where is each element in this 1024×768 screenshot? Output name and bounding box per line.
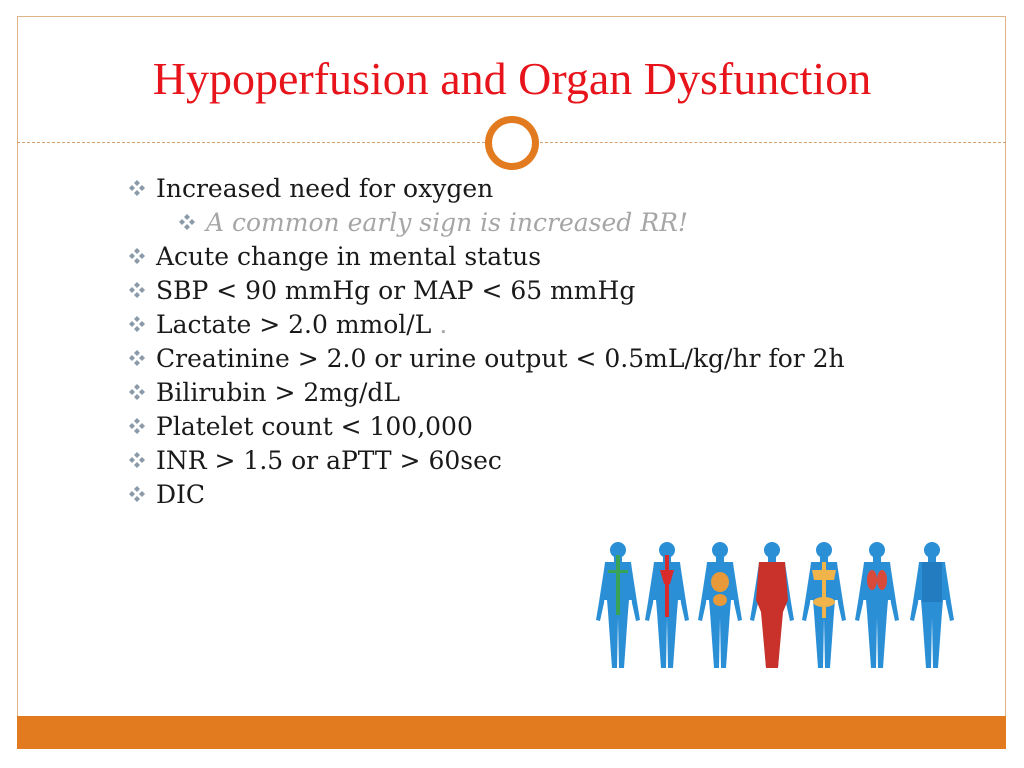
divider-ring-icon bbox=[485, 116, 539, 170]
diamond-cluster-icon bbox=[128, 315, 156, 333]
bullet-text: Platelet count < 100,000 bbox=[156, 411, 473, 441]
bullet-text: Lactate > 2.0 mmol/L bbox=[156, 309, 432, 339]
bullet-text: Increased need for oxygen bbox=[156, 173, 494, 203]
diamond-cluster-icon bbox=[128, 247, 156, 265]
diamond-cluster-icon bbox=[128, 383, 156, 401]
diamond-cluster-icon bbox=[128, 485, 156, 503]
title-divider-right bbox=[540, 142, 1006, 143]
bullet-text: A common early sign is increased RR! bbox=[206, 207, 688, 237]
list-item bbox=[128, 307, 845, 341]
title-divider-left bbox=[17, 142, 485, 143]
list-item-sub bbox=[128, 205, 845, 239]
bullet-text: Creatinine > 2.0 or urine output < 0.5mL/kg/hr for 2h bbox=[156, 343, 845, 373]
diamond-cluster-icon bbox=[128, 349, 156, 367]
bullet-text: SBP < 90 mmHg or MAP < 65 mmHg bbox=[156, 275, 636, 305]
diamond-cluster-icon bbox=[128, 417, 156, 435]
diamond-cluster-icon bbox=[128, 451, 156, 469]
diamond-cluster-icon bbox=[128, 179, 156, 197]
list-item bbox=[128, 409, 845, 443]
bottom-accent-bar bbox=[17, 716, 1006, 749]
bullet-text: Acute change in mental status bbox=[156, 241, 542, 271]
diamond-cluster-icon bbox=[128, 281, 156, 299]
bullet-text: Bilirubin > 2mg/dL bbox=[156, 377, 400, 407]
diamond-cluster-icon bbox=[178, 213, 206, 231]
bullet-text: DIC bbox=[156, 479, 206, 509]
bullet-text: INR > 1.5 or aPTT > 60sec bbox=[156, 445, 502, 475]
list-item bbox=[128, 239, 845, 273]
trailing-dot: . bbox=[439, 309, 448, 339]
human-anatomy-systems-icon bbox=[596, 540, 956, 670]
list-item bbox=[128, 375, 845, 409]
list-item bbox=[128, 273, 845, 307]
list-item bbox=[128, 477, 845, 511]
list-item bbox=[128, 171, 845, 205]
slide-title: Hypoperfusion and Organ Dysfunction bbox=[152, 53, 872, 104]
list-item bbox=[128, 443, 845, 477]
bullet-list bbox=[128, 171, 845, 511]
list-item bbox=[128, 341, 845, 375]
